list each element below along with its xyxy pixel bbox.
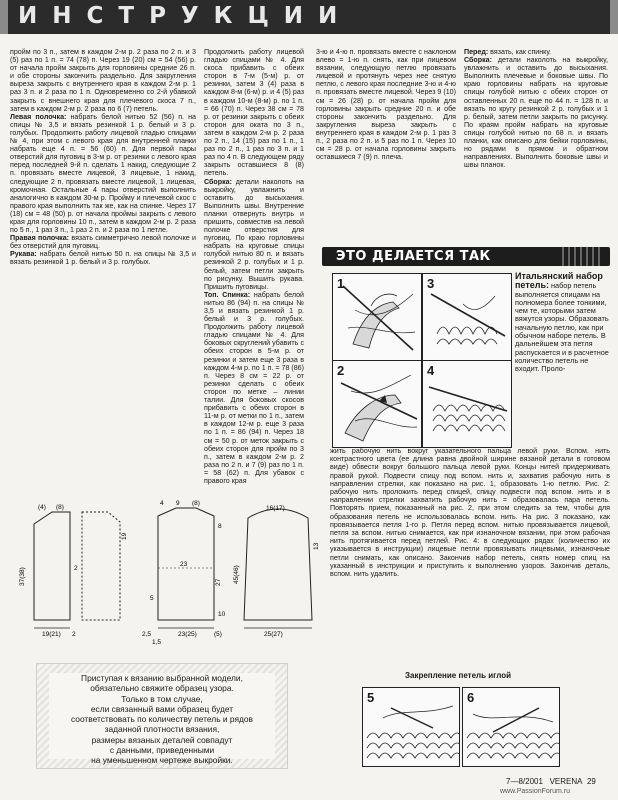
paragraph-assembly: Сборка: детали наколоть на выкройку, увлажнить и оставить до высыхания. Выполнить швы. Внутренние планки отвернуть внутрь и пришить, совместив на левой полочке отверстия для пуговиц. По краю горловины набрать на круговые спицы голубой нитью 80 п. и вязать резинкой 2 р. голубых и 1 р. белый, затем петли закрыть по рисунку. Вышить рукава. Пришить пуговицы. xyxy=(204,177,304,291)
figure-5 xyxy=(362,687,460,767)
figure-number: 5 xyxy=(367,690,375,705)
figure-number: 1 xyxy=(337,276,345,291)
dimension-label: 8 xyxy=(218,523,222,530)
section-label: Правая полочка: xyxy=(10,234,70,243)
magazine-name: VERENA xyxy=(549,777,583,786)
fix-loops-title: Закрепление петель иглой xyxy=(405,671,512,680)
paragraph-top: Топ. Спинка: набрать белой нитью 86 (94) п. на спицы № 3,5 и вязать резинкой 1 р. белый и 3 р. голубых. Продолжить работу лицевой гладью спицами № 4. Для боковых скруглений убавить с обеих сторон в 5-м р. от резинки и затем еще 3 раза в каждом 4-м р. по 1 п. = 78 (86) п. Через 8 см = 22 р. от резинки сделать с обеих сторон по метке – линии талии. Для боковых скосов прибавить с обеих сторон в 11-м р. от метки по 1 п., затем в каждом 12-м р. еще 3 раза по 1 п. = 86 (94) п. Через 18 см = 50 р. от меток закрыть с обеих сторон для пройм по 3 п., затем в каждом 2-м р. 2 раза по 2 п. и 7 (9) раз по 1 п. = 58 (62) п. Для убавок с правого края xyxy=(204,290,305,485)
needle-illustration xyxy=(463,688,559,766)
dimension-label: 1,5 xyxy=(152,639,162,646)
needle-illustration xyxy=(363,688,459,766)
notice-box xyxy=(36,663,288,769)
cast-on-description: Итальянский набор петель: набор петель выполняется спицами на полномера более тонкими, чем те, которыми затем вяжутся узоры. Образовать начальную петлю, как при обычном наборе петель. В дальнейшем эта петля распускается и в расчетное количество петель не входит. Проло- xyxy=(515,271,609,374)
pattern-schematics xyxy=(8,500,320,650)
dimension-label: (4) xyxy=(38,504,46,511)
watermark: www.PassionForum.ru xyxy=(500,788,571,795)
paragraph-left-front: Левая полочка: набрать белой нитью 52 (56) п. на спицы № 3,5 и вязать резинкой 1 р. белый и 3 р. голубых. Продолжить работу лицевой гладью спицами № 4, при этом с левого края для внутренней планки набрать еще 4 п. = 56 (60) п. Для первой пары отверстий для пуговиц в 3-м р. от резинки с левого края перед последней 9-й п. сделать 1 накид, следующие 2 п. провязать вместе лицевой, 3 лицевые, 1 накид, следующие 2 п. провязать вместе лицевой, 1 лицевая, кромочная. Остальные 4 пары отверстий выполнить аналогично в каждом 30-м р. Пройму и плечевой скос с правого края выполнить так же, как на спинке. Через 17 (18) см = 48 (50) р. от начала проймы закрыть с левого края для горловины 10 п., затем в каждом 2-м р. 2 раза по 5 п., 1 раз 3 п., 1 раз 2 п. и 2 раза по 1 петле. xyxy=(10,112,197,235)
header-tick-left xyxy=(0,0,8,34)
issue-number: 7—8/2001 xyxy=(506,777,543,786)
dimension-label: (8) xyxy=(56,504,64,511)
text-column-2 xyxy=(204,48,304,485)
paragraph-right-front: Правая полочка: вязать симметрично левой полочке и без отверстий для пуговиц. xyxy=(10,234,196,251)
figure-3 xyxy=(422,273,512,361)
dimension-label: 9 xyxy=(176,500,180,507)
page-number: 29 xyxy=(586,777,596,786)
figure-number: 3 xyxy=(427,276,435,291)
section-label: Топ. Спинка: xyxy=(204,290,251,299)
paragraph: 3-ю и 4-ю п. провязать вместе с наклоном влево = 1-ю п. снять, как при лицевом вязании, следующую петлю провязать лицевой и протянуть через нее снятую петлю, с левого края последние 3-ю и 4-ю п. провязать вместе лицевой. Через 9 (10) см = 26 (28) р. от начала пройм для горловины закрыть средние 20 п. и обе стороны закончить раздельно. Для закругления выреза закрыть с внутреннего края в каждом 2-м р. 1 раз 3 п., 2 раза по 2 п. и 5 раз по 1 п. Через 10 см = 28 р. от начала горловины закрыть оставшиеся 7 (9) п. плеча. xyxy=(316,48,456,162)
text-column-1 xyxy=(10,48,196,267)
section-label: Сборка: xyxy=(204,177,232,186)
paragraph: пройм по 3 п., затем в каждом 2-м р. 2 раза по 2 п. и 3 (5) раз по 1 п. = 74 (78) п. Через 19 (20) см = 54 (56) р. от начала пройм закрыть для горловины средние 26 п. и обе стороны закончить раздельно. Для закругления выреза закрыть с внутреннего края в каждом 2-м р. 1 раз 3 п. и 2 раза по 1 п. Одновременно со 2-й убавкой закрыть с внешнего края для плечевого скоса 7 п., затем в каждом 2-м р. 2 раза по 6 (7) петель. xyxy=(10,48,196,113)
dimension-label: 13 xyxy=(313,542,320,550)
stitch-illustration xyxy=(423,361,511,447)
paragraph-front: Перед: вязать, как спинку. xyxy=(464,48,552,56)
paragraph: Продолжить работу лицевой гладью спицами № 4. Для скоса прибавить с обеих сторон в 7-м (5-м) р. от резинки, затем 3 (4) раза в каждом 8-м (6-м) р. и 4 (5) раз в каждом 10-м (8-м) р. по 1 п. = 66 (70) п. Через 38 см = 78 р. от резинки закрыть с обеих сторон для оката по 3 п., затем в каждом 2-м р. 2 раза по 2 п., 14 (15) раз по 1 п., 1 раз по 2 п., 1 раз по 3 п. и 1 раз по 4 п. В следующем ряду закрыть оставшиеся 8 (8) петель. xyxy=(204,48,304,178)
stitch-illustration xyxy=(423,274,511,360)
dimension-label: 2 xyxy=(74,565,78,572)
figure-2 xyxy=(332,360,422,448)
dimension-label: 5 xyxy=(150,595,154,602)
dimension-label: (8) xyxy=(192,500,200,507)
instructions-body: жить рабочую нить вокруг указательного пальца левой руки. Вспом. нить контрастного цвета (ее длина равна двойной ширине вязаной детали в готовом виде) обвести вокруг большого пальца левой руки. Концы нитей придерживать правой рукой. Подвести спицу под вспом. нить и, захватив рабочую нить в направлении стрелки, как показано на рис. 1, образовать 1-ю петлю. Рис. 2: рабочую нить проложить перед спицей, спицу подвести под вспом. нить и в направлении стрелки захватить рабочую нить = образовалась пара петель. Повторять прием, показанный на рис. 2, при этом следить за тем, чтобы для образования петель не использовалась вспом. нить. На рис. 3 показано, как провязывается петля 1-го р. Петля перед вспом. нитью провязывается лицевой, петля за вспом. нитью снимается, как при изнаночном вязании, при этом рабочая нить протягивается перед петлей. Рис. 4: в следующих рядах (количество их указывается в инструкции) лицевые петли провязывать лицевыми, изнаночные петли снимать, как описано. Закончив набор петель, снять номер спиц на указанный в инструкции и приступить к выполнению узоров. Закончив деталь, вспом. нить удалить. xyxy=(330,447,610,579)
page-header xyxy=(0,0,618,34)
page-footer xyxy=(506,777,596,786)
dimension-label: 2 xyxy=(72,631,76,638)
page-title: ИНСТРУКЦИИ xyxy=(18,3,353,29)
dimension-label: 37(38) xyxy=(19,567,26,586)
section-label: Сборка: xyxy=(464,56,492,65)
dimension-label: 23 xyxy=(180,561,188,568)
side-heading: Итальянский набор петель: xyxy=(515,271,603,291)
hand-needle-illustration xyxy=(333,274,421,360)
text-column-3 xyxy=(316,48,456,161)
dimension-label: 4 xyxy=(160,500,164,507)
dimension-label: 25(27) xyxy=(264,631,283,638)
section-label: Перед: xyxy=(464,48,489,56)
dimension-label: 19(21) xyxy=(42,631,61,638)
figure-4 xyxy=(422,360,512,448)
dimension-label: 19 xyxy=(121,532,128,540)
figure-6 xyxy=(462,687,560,767)
dimension-label: 10 xyxy=(218,611,226,618)
header-tick-right xyxy=(610,0,618,34)
dimension-label: 27 xyxy=(215,578,222,586)
figure-number: 2 xyxy=(337,363,345,378)
top-pattern xyxy=(142,500,226,646)
section-label: Левая полочка: xyxy=(10,112,67,121)
section-banner xyxy=(322,247,610,266)
dimension-label: 2,5 xyxy=(142,631,152,638)
section-label: Рукава: xyxy=(10,250,37,259)
figure-1 xyxy=(332,273,422,361)
cardigan-pattern xyxy=(19,504,128,638)
sleeve-pattern xyxy=(233,505,320,638)
banner-stripe xyxy=(558,247,600,266)
dimension-label: 45(46) xyxy=(233,565,240,584)
paragraph-sleeves: Рукава: набрать белой нитью 50 п. на спицы № 3,5 и вязать резинкой 1 р. белый и 3 р. голубых. xyxy=(10,250,196,267)
dimension-label: 16(17) xyxy=(266,505,285,512)
text-column-4 xyxy=(464,48,608,169)
hand-needle-illustration xyxy=(333,361,421,447)
notice-text: Приступая к вязанию выбранной модели, обязательно свяжите образец узора. Только в том случае, если связанный вами образец будет соответствовать по количеству петель и рядов заданной плотности вязания, размеры вязаных деталей совпадут с данными, приведенными на уменьшенном чертеже выкройки. xyxy=(49,673,275,759)
paragraph-assembly: Сборка: детали наколоть на выкройку, увлажнить и оставить до высыхания. Выполнить плечевые и боковые швы. По краю горловины набрать на круговые спицы голубой нитью с обеих сторон от оставленных 20 п. еще по 44 п. = 128 п. и вязать по кругу резинкой 2 р. голубых и 1 р. белый, затем петли закрыть по рисунку. По краям пройм набрать на круговые спицы голубой нитью по 68 п. и вязать планки, как описано для бейки горловины, но рядами в прямом и обратном направлениях. Выполнить боковые швы и швы планок. xyxy=(464,56,608,170)
figure-number: 4 xyxy=(427,363,435,378)
figure-number: 6 xyxy=(467,690,475,705)
dimension-label: 23(25) xyxy=(178,631,197,638)
dimension-label: (5) xyxy=(214,631,222,638)
banner-title: ЭТО ДЕЛАЕТСЯ ТАК xyxy=(336,249,491,264)
